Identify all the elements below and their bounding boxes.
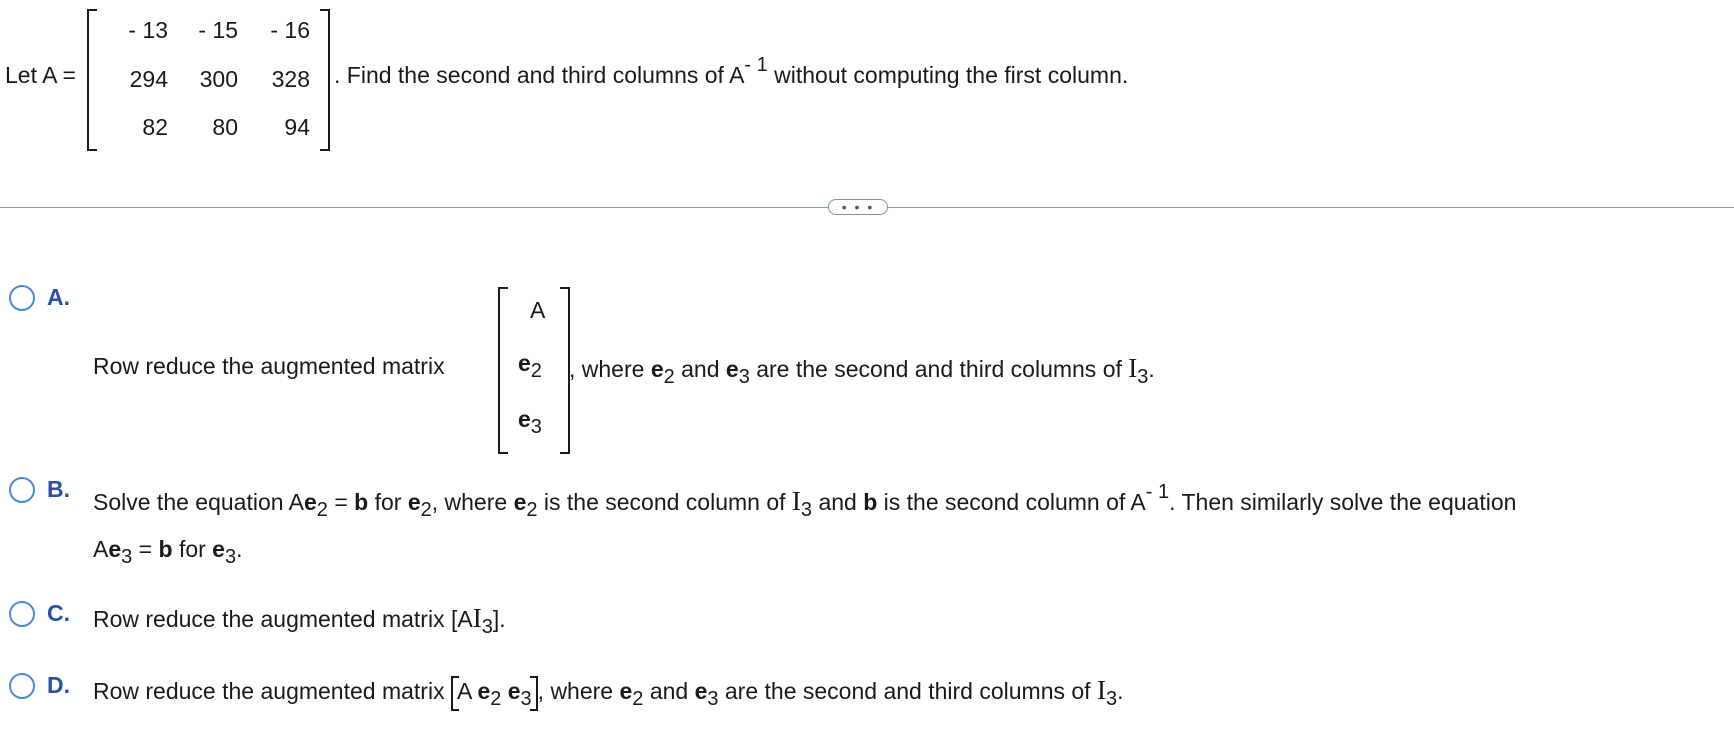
question-text <box>334 54 1129 89</box>
option-a-stack-e2: $e_2$ <box>518 350 542 382</box>
matrix-cell: 328 <box>271 66 310 92</box>
option-a-stack-a: A <box>530 297 546 323</box>
matrix-left-bracket <box>87 9 97 151</box>
radio-option-b[interactable] <box>9 477 35 503</box>
option-a-prefix: Row reduce the augmented matrix <box>93 353 445 379</box>
matrix-cell: 80 <box>212 114 238 140</box>
matrix-cell: 294 <box>129 66 168 92</box>
option-b-line1: Solve the equation $Ae_2 = b$ for $e_2$, where $e_2$ is the second column of $I_3$ and b is the second column of $A^{- 1}$. Then similarly solve the equation <box>93 481 1517 521</box>
radio-option-d[interactable] <box>9 673 35 699</box>
option-d-inline-matrix: A $e_2$ $e_3$ <box>451 678 538 705</box>
matrix-cell: 300 <box>199 66 238 92</box>
let-label: Let A = <box>5 62 76 88</box>
more-label: • • • <box>841 199 875 215</box>
matrix-cell: 82 <box>142 114 168 140</box>
show-more-button[interactable] <box>828 199 888 215</box>
option-a-left-bracket <box>498 287 508 454</box>
option-a-letter: A. <box>47 284 70 310</box>
option-b-line2: $Ae_3 = b$ for $e_3$. <box>93 536 243 568</box>
option-d-letter: D. <box>47 672 70 698</box>
question-text-a: . Find the second and third columns of A <box>334 62 745 88</box>
option-c-letter: C. <box>47 600 70 626</box>
matrix-right-bracket <box>320 9 330 151</box>
matrix-cell: 94 <box>284 114 310 140</box>
matrix-cell: - 13 <box>128 17 168 43</box>
inverse-exponent: - 1 <box>744 54 768 76</box>
matrix-cell: - 16 <box>270 17 310 43</box>
option-d-text: Row reduce the augmented matrix A $e_2$ $e_3$ , where $e_2$ and $e_3$ are the second and third columns of $I_3$. <box>93 675 1124 710</box>
option-b-letter: B. <box>47 476 70 502</box>
radio-option-a[interactable] <box>9 285 35 311</box>
option-a-stack-e3: $e_3$ <box>518 406 542 438</box>
radio-option-c[interactable] <box>9 601 35 627</box>
question-text-b: without computing the first column. <box>774 62 1129 88</box>
matrix-cell: - 15 <box>198 17 238 43</box>
option-c-text: Row reduce the augmented matrix $[AI_3]$. <box>93 603 506 638</box>
option-a-suffix: , where $e_2$ and $e_3$ are the second and third columns of $I_3$. <box>569 353 1155 388</box>
